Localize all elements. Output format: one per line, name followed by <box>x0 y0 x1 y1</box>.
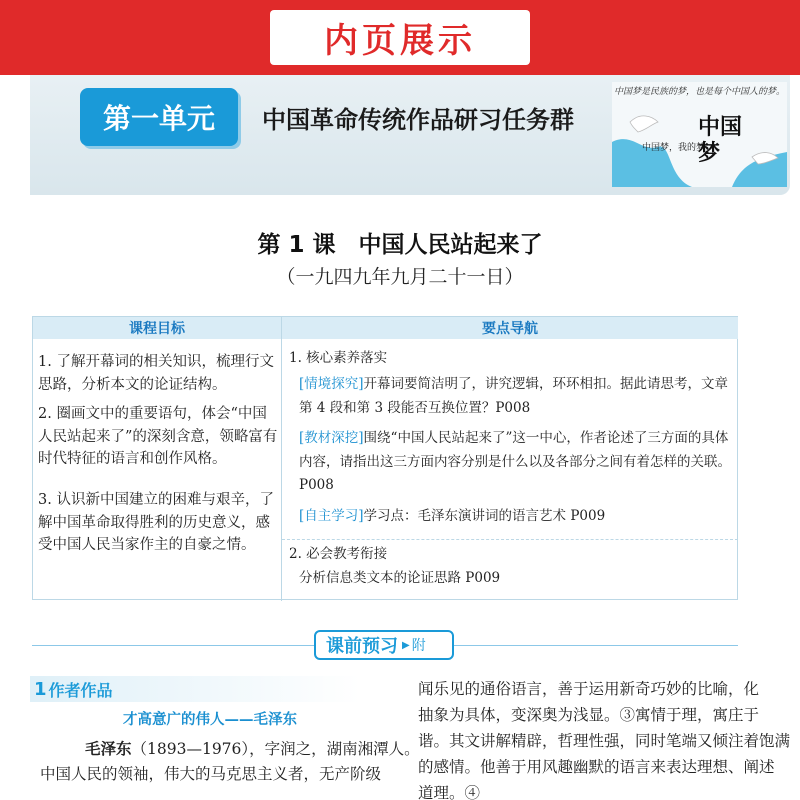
guide-section-core: 1. 核心素养落实 <box>289 350 388 366</box>
author-name: 毛泽东 <box>85 739 132 758</box>
goal-item: 3. 认识新中国建立的困难与艰辛，了解中国革命取得胜利的历史意义，感受中国人民当家作主的自豪之情。 <box>38 492 274 553</box>
goals-table <box>32 316 738 600</box>
preview-badge <box>314 630 454 660</box>
guide-exam-text: 分析信息类文本的论证思路 P009 <box>299 570 501 586</box>
guide-tag: [自主学习] <box>299 508 364 524</box>
dream-quote: 中国梦是民族的梦，也是每个中国人的梦。 <box>614 87 786 97</box>
goal-item: 1. 了解开幕词的相关知识，梳理行文思路，分析本文的论证结构。 <box>38 354 274 393</box>
dream-subtitle: 中国梦，我的梦 <box>642 143 706 153</box>
goals-header: 课程目标 <box>33 317 281 339</box>
preview-suffix: 附 <box>411 638 426 654</box>
table-divider <box>281 317 282 601</box>
play-triangle-icon: ▶ <box>402 639 410 651</box>
author-section-header <box>30 676 360 702</box>
author-para-line <box>85 736 425 762</box>
style-para-line: 闻乐见的通俗语言，善于运用新奇巧妙的比喻，化 <box>418 680 760 698</box>
preview-label: 课前预习 <box>326 636 398 657</box>
guide-tag: [教材深挖] <box>299 430 364 446</box>
guide-section-exam: 2. 必会教考衔接 <box>289 546 388 562</box>
style-para-line: 的感情。他善于用风趣幽默的语言来表达理想、阐述 <box>418 758 775 776</box>
guide-item <box>299 427 735 498</box>
section-number: 1 <box>34 678 47 700</box>
guide-text: 学习点：毛泽东演讲词的语言艺术 P009 <box>363 508 606 524</box>
lesson-date: （一九四九年九月二十一日） <box>276 266 524 288</box>
lesson-title: 第 1 课 中国人民站起来了 <box>257 232 543 258</box>
dream-title: 中国梦 <box>698 114 743 166</box>
style-para-line: 抽象为具体，变深奥为浅显。③寓情于理，寓庄于 <box>418 706 760 724</box>
author-para-line: 中国人民的领袖，伟大的马克思主义者，无产阶级 <box>40 765 382 783</box>
guide-item <box>299 373 735 420</box>
author-bio-text: （1893—1976），字润之，湖南湘潭人。 <box>131 740 420 758</box>
guide-text: 围绕“中国人民站起来了”这一中心，作者论述了三方面的具体内容，请指出这三方面内容分别是什么以及各部分之间有着怎样的关联。P008 <box>299 430 731 493</box>
guide-item <box>299 505 735 529</box>
style-para-line: 谐。其文讲解精辟，哲理性强，同时笔端又倾注着饱满 <box>418 732 791 750</box>
guide-divider <box>282 539 738 540</box>
section-label: 作者作品 <box>48 680 113 700</box>
unit-title: 中国革命传统作品研习任务群 <box>262 106 574 134</box>
banner-title: 内页展示 <box>270 10 530 65</box>
guide-header: 要点导航 <box>282 317 738 339</box>
unit-badge: 第一单元 <box>80 88 238 146</box>
style-para-line: 道理。④ <box>418 784 481 800</box>
guide-text: 开幕词要简洁明了，讲究逻辑，环环相扣。据此请思考，文章第 4 段和第 3 段能否互换位置？P008 <box>299 376 729 416</box>
author-subtitle: 才高意广的伟人——毛泽东 <box>123 711 297 728</box>
goal-item: 2. 圈画文中的重要语句，体会“中国人民站起来了”的深刻含意，领略富有时代特征的语言和创作风格。 <box>38 406 278 467</box>
guide-tag: [情境探究] <box>299 376 364 392</box>
